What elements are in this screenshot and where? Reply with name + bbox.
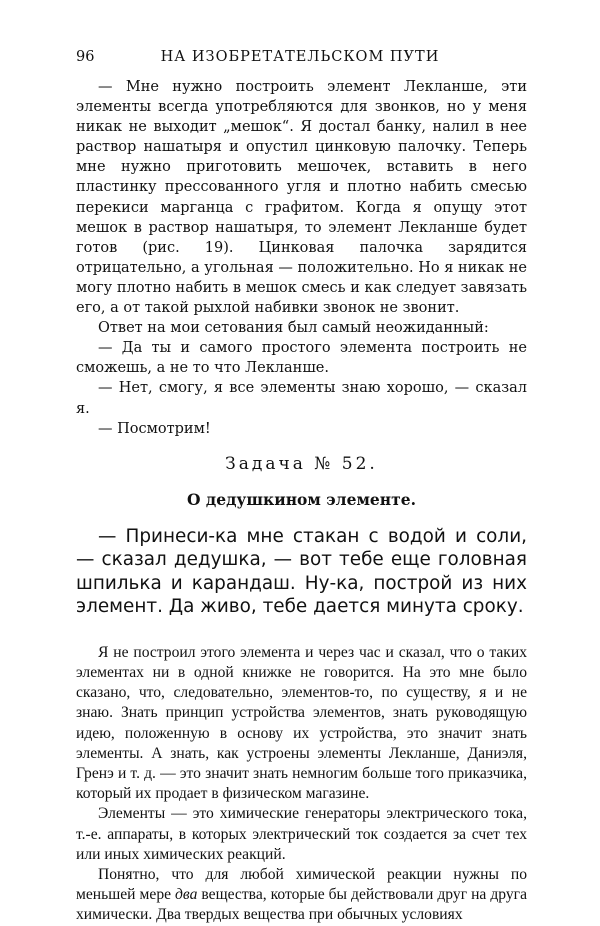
page-header	[76, 49, 524, 69]
problem-subtitle: О дедушкином элементе.	[187, 489, 416, 509]
paragraph: — Нет, смогу, я все элементы знаю хорошо, — сказал я.	[76, 380, 527, 417]
text-run: вещества, которые бы действовали друг на друга химически. Два твердых вещества при обычных условиях	[76, 886, 528, 924]
paragraph: Я не построил этого элемента и через час и сказал, что о таких элементах ни в одной книжке не говорится. На это мне было сказано, что, следовательно, элементов-то, по существу, я и не знаю. Знать принцип устройства элементов, знать руководящую идею, положенную в основу их устройства, это значит знать элементы. А знать, как устроены элементы Лекланше, Даниэля, Гренэ и т. д. — это значит знать немногим больше того приказчика, который их продает в физическом магазине.	[76, 643, 527, 803]
running-title: НА ИЗОБРЕТАТЕЛЬСКОМ ПУТИ	[160, 49, 440, 65]
paragraph: Ответ на мои сетования был самый неожиданный:	[98, 320, 489, 337]
page-number: 96	[76, 49, 95, 65]
problem-statement	[76, 525, 527, 619]
emphasis: два	[175, 886, 198, 904]
paragraph: Элементы — это химические генераторы электрического тока, т.-е. аппараты, в которых электрический ток создается за счет тех или иных химических реакций.	[76, 805, 527, 863]
explanation	[76, 643, 527, 926]
problem-title: Задача № 52.	[225, 453, 378, 474]
paragraph: — Посмотрим!	[98, 420, 211, 437]
paragraph: — Мне нужно построить элемент Лекланше, эти элементы всегда употребляются для звонков, но у меня никак не выходит „мешок“. Я достал банку, налил в нее раствор нашатыря и опустил цинковую палочку. Теперь мне нужно приготовить мешочек, вставить в него пластинку прессованного угля и плотно набить смесью перекиси марганца с графитом. Когда я опущу этот мешок в раствор нашатыря, то элемент Лекланше будет готов (рис. 19). Цинковая палочка зарядится отрицательно, а угольная — положительно. Но я никак не могу плотно набить в мешок смесь и как следует завязать его, а от такой рыхлой набивки звонок не звонит.	[76, 79, 527, 317]
paragraph	[76, 865, 527, 926]
page-body	[76, 77, 527, 926]
problem-text: — Принеси-ка мне стакан с водой и соли, — сказал дедушка, — вот тебе еще головная шпилька и карандаш. Ну-ка, построй из них элемент. Да живо, тебе дается минута сроку.	[76, 525, 527, 618]
text-run: Понятно, что для любой химической реакции нужны по меньшей мере	[76, 865, 527, 904]
paragraph: — Да ты и самого простого элемента построить не сможешь, а не то что Лекланше.	[76, 340, 527, 377]
